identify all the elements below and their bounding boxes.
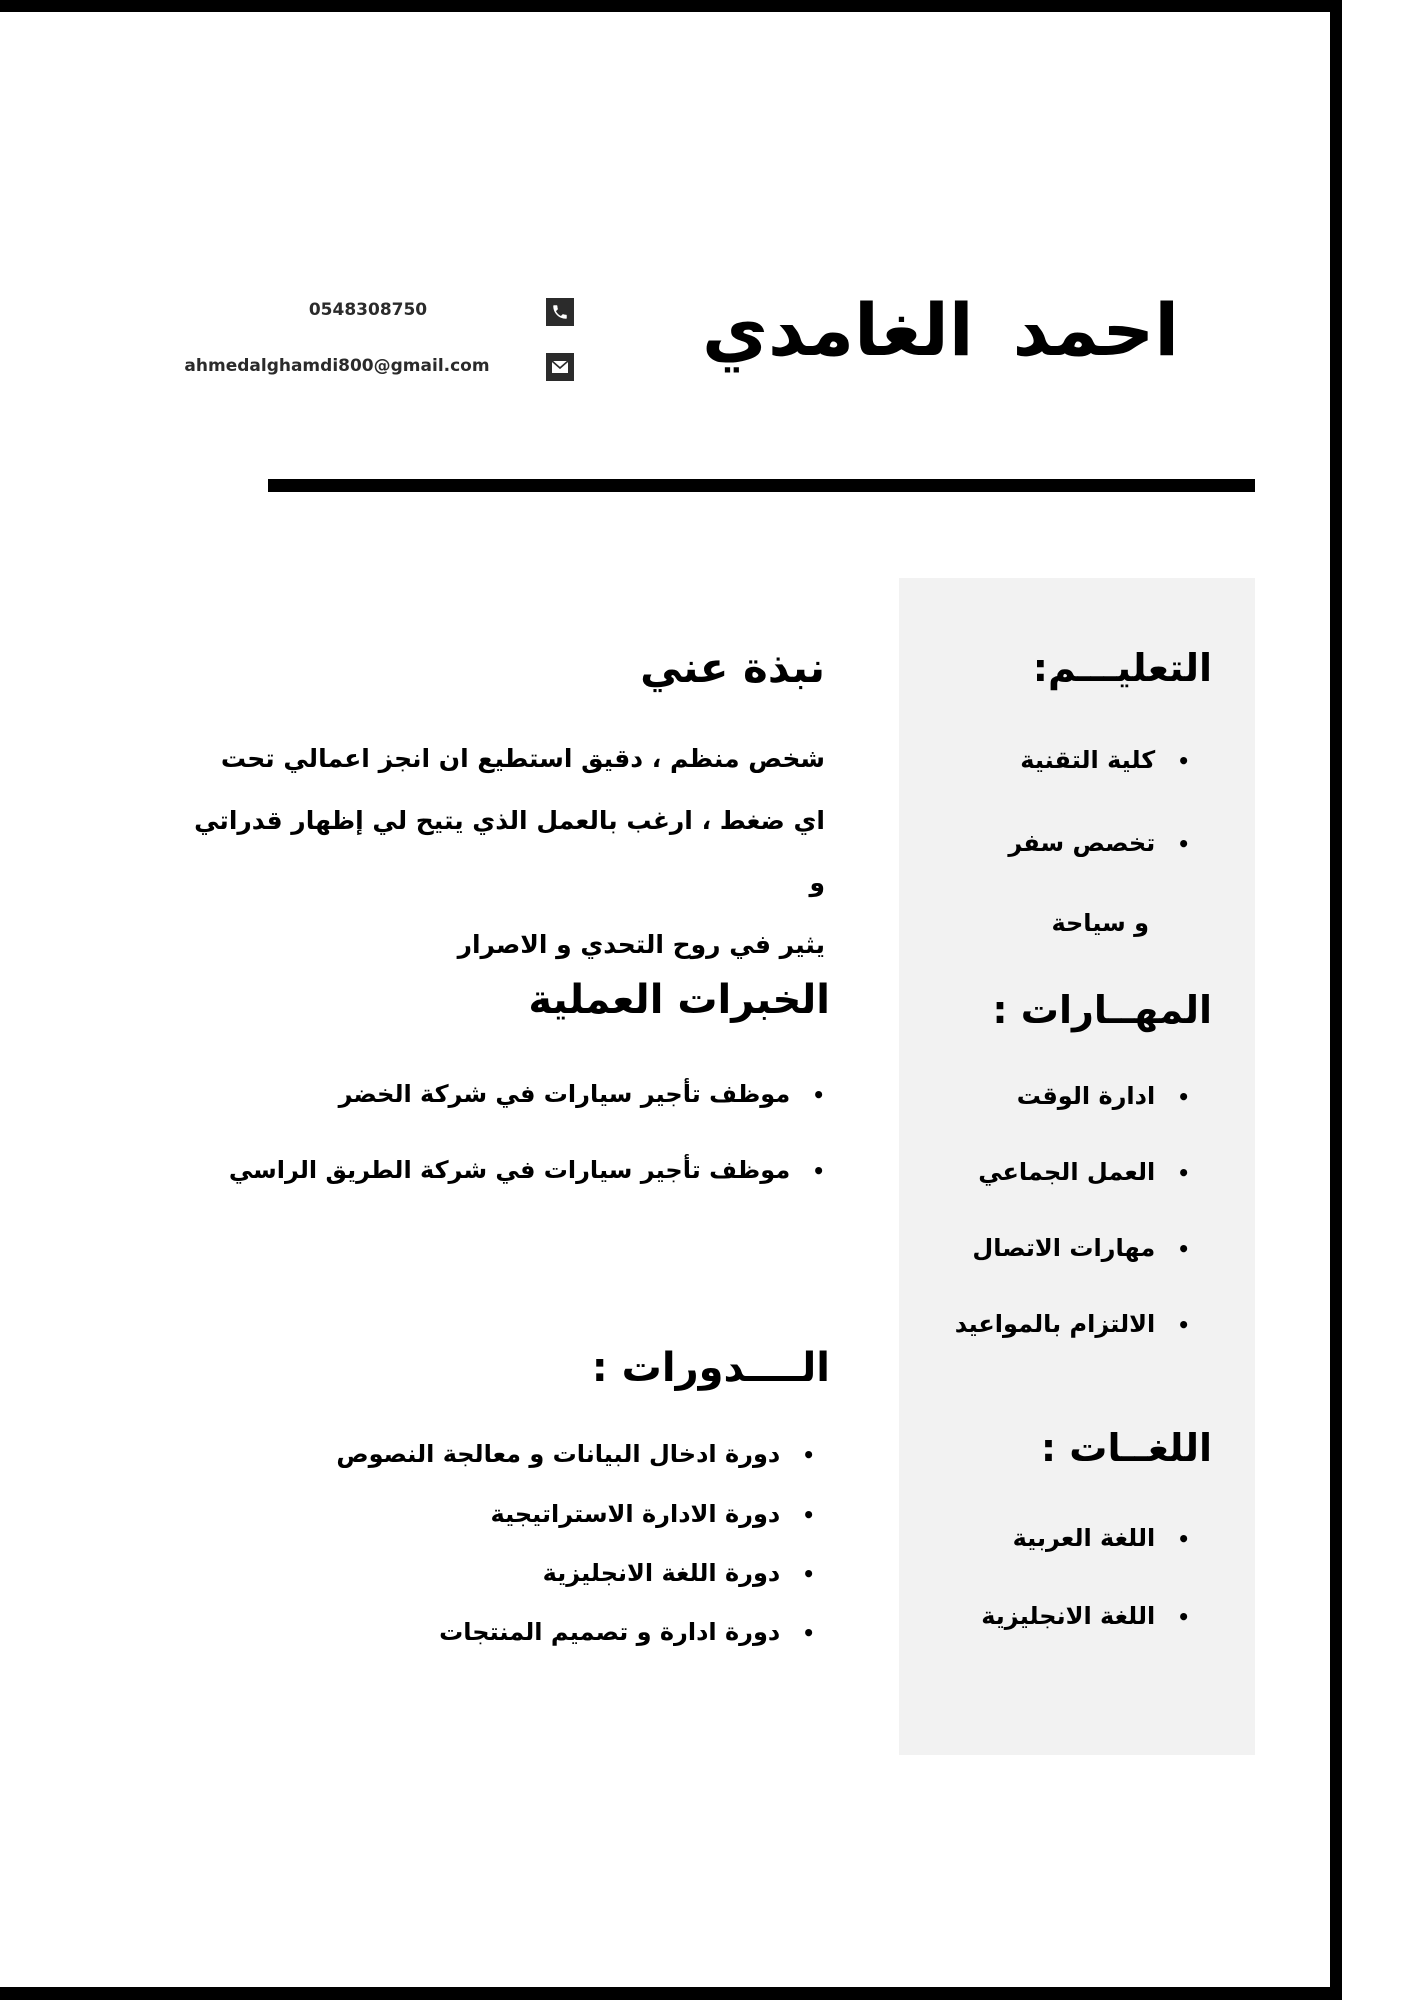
page-border-bottom: [0, 1987, 1342, 2000]
skill-item: •ادارة الوقت: [1017, 1078, 1190, 1115]
education-item-continuation: و سياحة: [1051, 909, 1149, 937]
bullet: •: [802, 1443, 815, 1467]
education-item: •كلية التقنية: [1020, 742, 1190, 779]
email-address[interactable]: ahmedalghamdi800@gmail.com: [184, 356, 490, 376]
page-border-right: [1330, 0, 1342, 2000]
experience-item: •موظف تأجير سيارات في شركة الطريق الراسي: [229, 1152, 825, 1189]
experience-heading: الخبرات العملية: [528, 977, 830, 1023]
course-item: •دورة اللغة الانجليزية: [543, 1555, 815, 1592]
bullet: •: [802, 1503, 815, 1527]
course-item: •دورة ادخال البيانات و معالجة النصوص: [336, 1436, 815, 1473]
header-divider: [268, 479, 1255, 492]
envelope-icon: [546, 353, 574, 381]
skills-heading: المهــارات :: [992, 988, 1212, 1032]
bullet: •: [1177, 1085, 1190, 1109]
bullet: •: [802, 1562, 815, 1586]
language-item: •اللغة العربية: [1013, 1520, 1190, 1557]
experience-item: •موظف تأجير سيارات في شركة الخضر: [339, 1076, 825, 1113]
page-border-top: [0, 0, 1342, 12]
about-heading: نبذة عني: [640, 643, 825, 692]
person-name: احمد الغامدي: [701, 288, 1179, 372]
bullet: •: [1177, 1527, 1190, 1551]
bullet: •: [812, 1083, 825, 1107]
bullet: •: [802, 1621, 815, 1645]
language-item: •اللغة الانجليزية: [981, 1598, 1190, 1635]
bullet: •: [1177, 1237, 1190, 1261]
bullet: •: [1177, 1313, 1190, 1337]
skill-item: •الالتزام بالمواعيد: [955, 1306, 1190, 1343]
course-item: •دورة الادارة الاستراتيجية: [491, 1496, 815, 1533]
bullet: •: [1177, 1605, 1190, 1629]
courses-heading: الــــدورات :: [591, 1345, 830, 1391]
phone-icon: [546, 298, 574, 326]
phone-number[interactable]: 0548308750: [308, 300, 428, 320]
skill-item: •العمل الجماعي: [978, 1154, 1190, 1191]
bullet: •: [1177, 749, 1190, 773]
about-line: شخص منظم ، دقيق استطيع ان انجز اعمالي تحت: [220, 744, 825, 773]
about-line: يثير في روح التحدي و الاصرار: [457, 930, 825, 959]
languages-heading: اللغــات :: [1040, 1426, 1212, 1470]
course-item: •دورة ادارة و تصميم المنتجات: [439, 1614, 815, 1651]
bullet: •: [812, 1159, 825, 1183]
about-line: اي ضغط ، ارغب بالعمل الذي يتيح لي إظهار قدراتي و: [194, 806, 825, 897]
education-item: •تخصص سفر: [1008, 825, 1190, 862]
bullet: •: [1177, 832, 1190, 856]
about-text: [185, 728, 825, 976]
skill-item: •مهارات الاتصال: [972, 1230, 1190, 1267]
bullet: •: [1177, 1161, 1190, 1185]
education-heading: التعليـــم:: [1032, 646, 1212, 690]
